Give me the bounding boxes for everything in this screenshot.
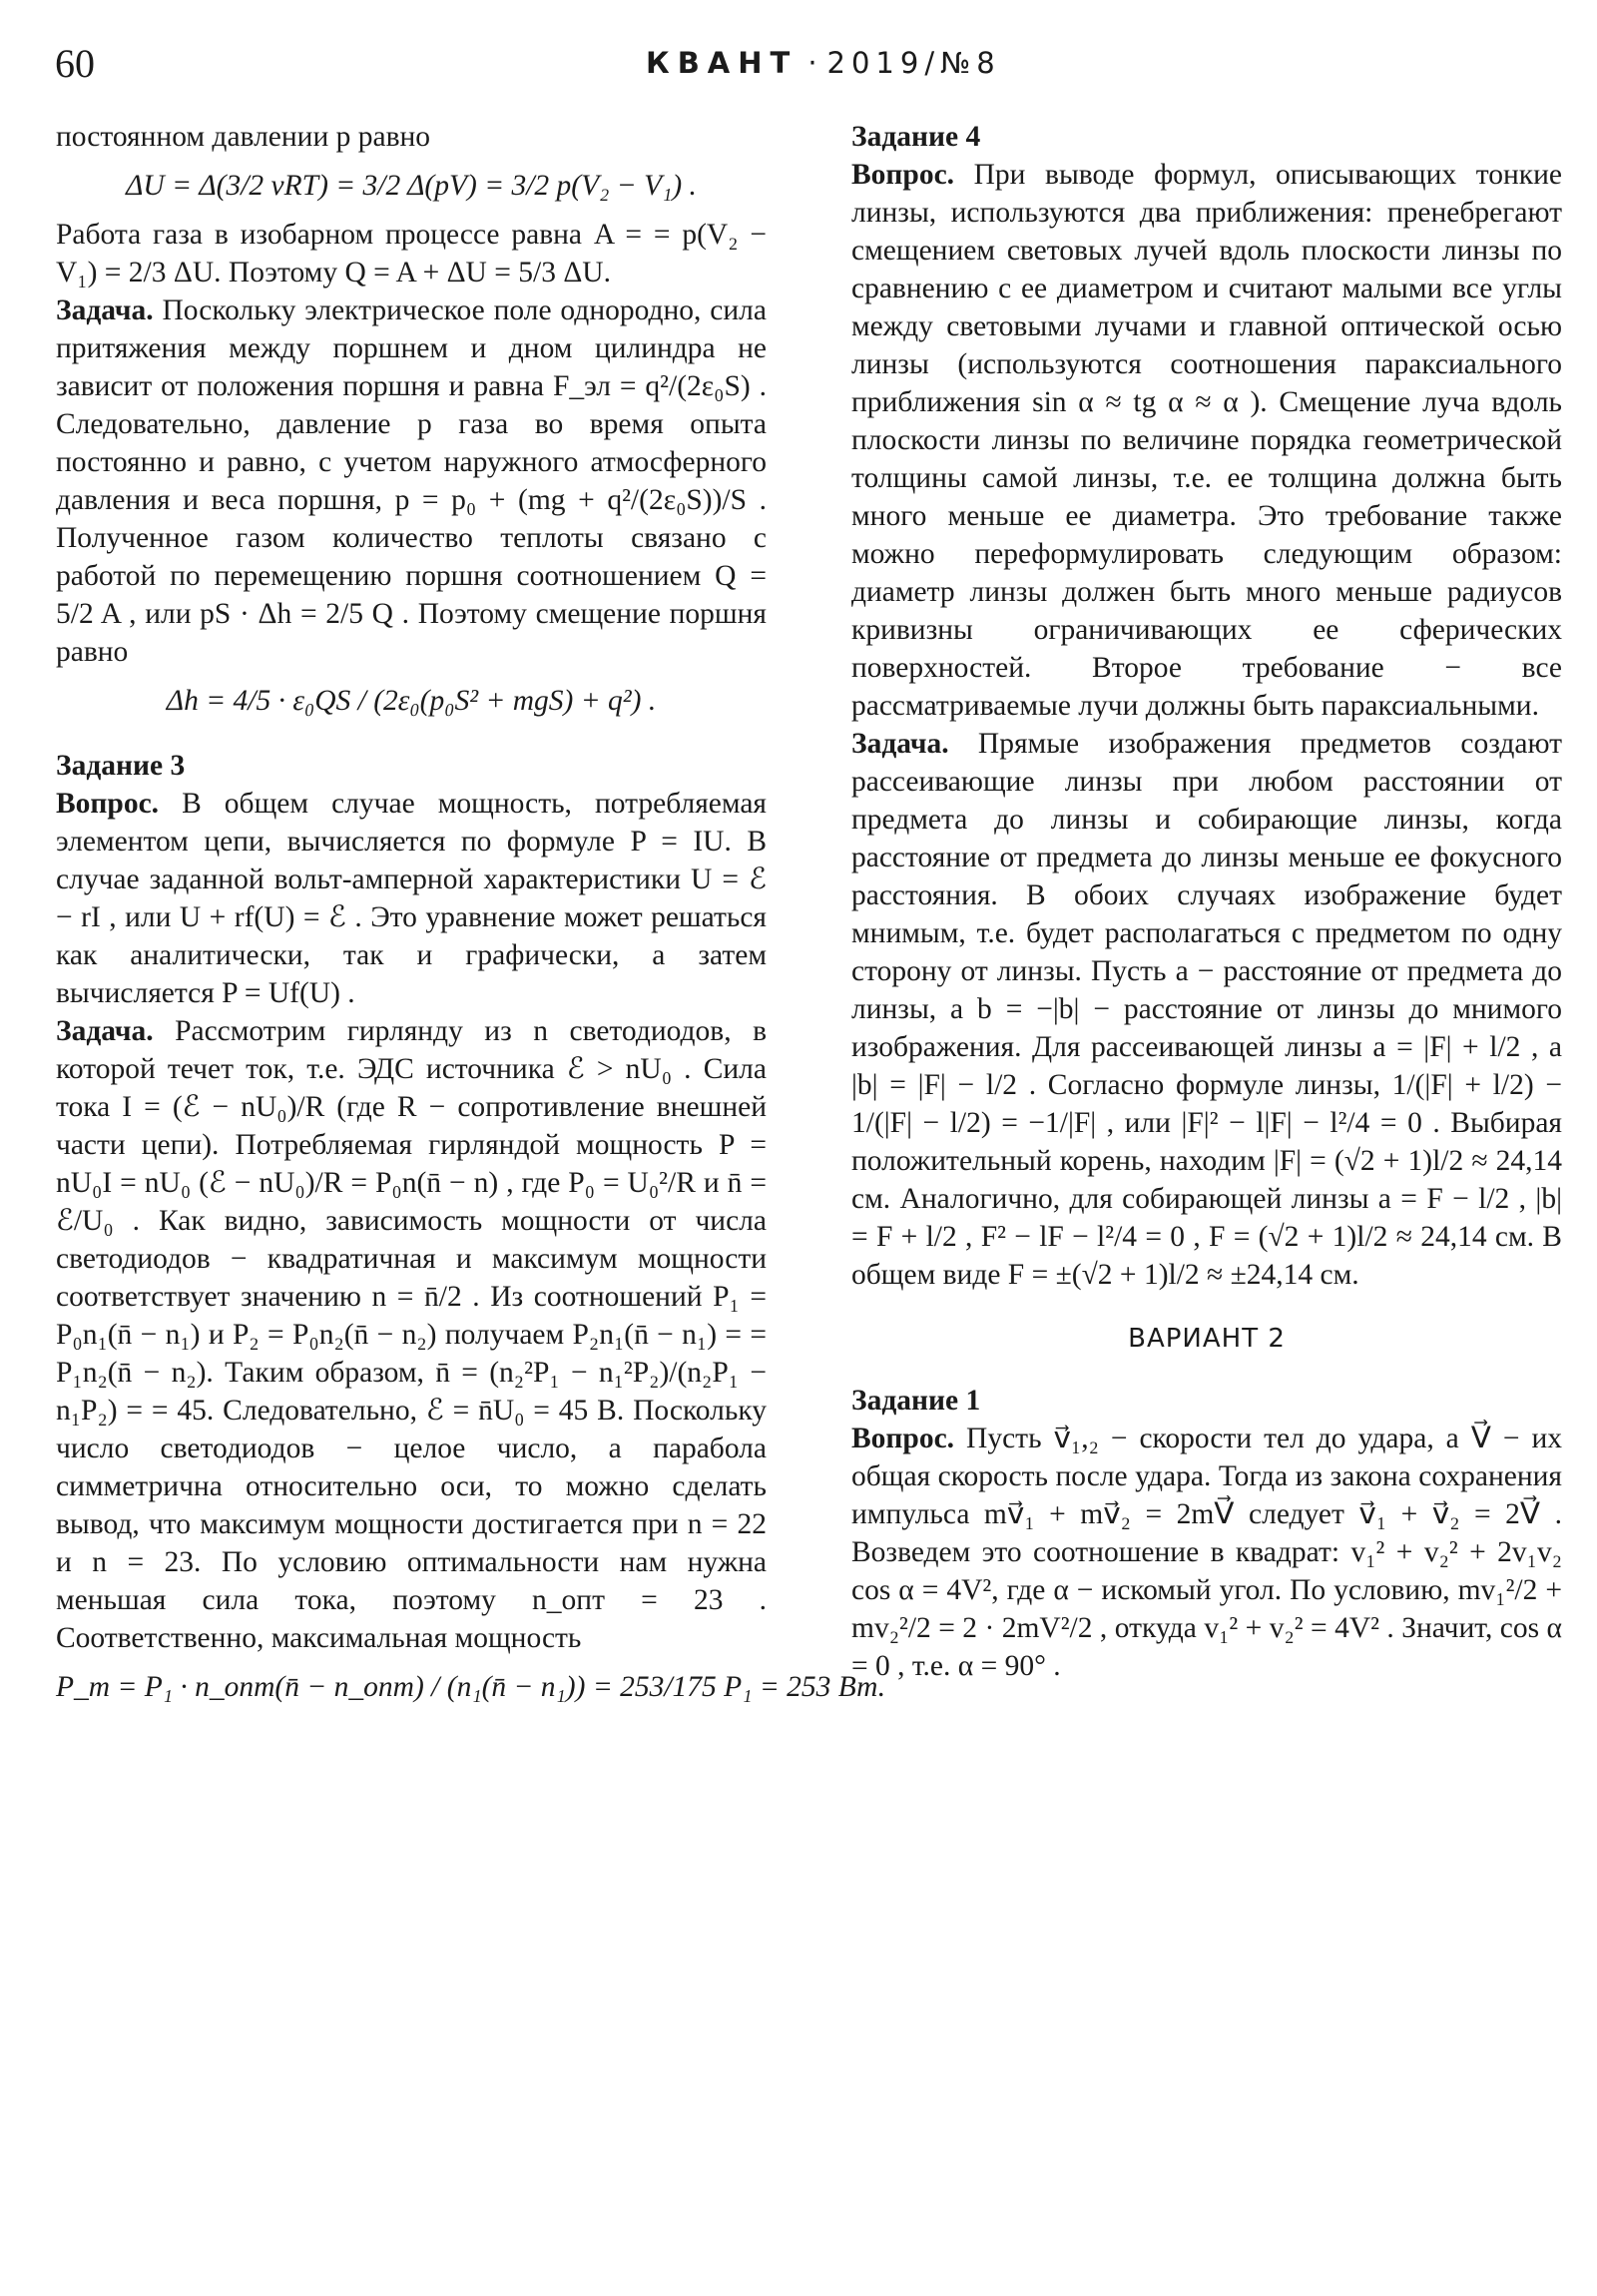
question-text: При выводе формул, описывающих тонкие линзы, используются два приближения: пренебрегают смещением световых лучей вдоль плоскости линзы по сравнению с ее диаметром и считают малыми все углы между световыми лучами и главной оптической осью линзы (используются соотношения параксиального приближения sin α ≈ tg α ≈ α ). Смещение луча вдоль плоскости линзы по величине порядка геометрической толщины самой линзы, т.е. ее толщина должна быть много меньше ее диаметра. Это требование также можно переформулировать следующим образом: диаметр линзы должен быть много меньше радиусов кривизны ограничивающих ее сферических поверхностей. Второе требование − все рассматриваемые лучи должны быть параксиальными.: [851, 159, 1562, 722]
formula-max-power: P_m = P₁ · n_опт(n̄ − n_опт) / (n₁(n̄ − n₁)) = 253/175 P₁ = 253 Вт.: [56, 1671, 886, 1703]
task-text: Прямые изображения предметов создают рассеивающие линзы при любом расстоянии от предмета до линзы и собирающие линзы, когда расстояние от предмета до линзы меньше ее фокусного расстояния. В обоих случаях изображение будет мнимым, т.е. будет располагаться с предметом по одну сторону от линзы. Пусть a − расстояние от предмета до линзы, а b = −|b| − расстояние от линзы до мнимого изображения. Для рассеивающей линзы a = |F| + l/2 , а |b| = |F| − l/2 . Согласно формуле линзы, 1/(|F| + l/2) − 1/(|F| − l/2) = −1/|F| , или |F|² − l|F| − l²/4 = 0 . Выбирая положительный корень, находим |F| = (√2 + 1)l/2 ≈ 24,14 см. Аналогично, для собирающей линзы a = F − l/2 , |b| = F + l/2 , F² − lF − l²/4 = 0 , F = (√2 + 1)l/2 ≈ 24,14 см. В общем виде F = ±(√2 + 1)l/2 ≈ ±24,14 см.: [851, 728, 1562, 1291]
text-line: постоянном давлении p равно: [56, 121, 431, 153]
paragraph-work: Работа газа в изобарном процессе равна A = = p(V₂ − V₁) = 2/3 ΔU. Поэтому Q = A + ΔU = 5/3 ΔU.: [56, 219, 767, 288]
task-text: Рассмотрим гирлянду из n светодиодов, в которой течет ток, т.е. ЭДС источника ℰ > nU₀ . Сила тока I = (ℰ − nU₀)/R (где R − сопротивление внешней части цепи). Потребляемая гирляндой мощность P = nU₀I = nU₀ (ℰ − nU₀)/R = P₀n(n̄ − n) , где P₀ = U₀²/R и n̄ = ℰ/U₀ . Как видно, зависимость мощности от числа светодиодов − квадратичная и максимум мощности соответствует значению n = n̄/2 . Из соотношений P₁ = P₀n₁(n̄ − n₁) и P₂ = P₀n₂(n̄ − n₂) получаем P₂n₁(n̄ − n₁) = = P₁n₂(n̄ − n₂). Таким образом, n̄ = (n₂²P₁ − n₁²P₂)/(n₂P₁ − n₁P₂) = = 45. Следовательно, ℰ = n̄U₀ = 45 В. Поскольку число светодиодов − целое число, а парабола симметрична относительно оси, то можно сделать вывод, что максимум мощности достигается при n = 22 и n = 23. По условию оптимальности нам нужна меньшая сила тока, поэтому n_опт = 23 . Соответственно, максимальная мощность: [56, 1015, 767, 1654]
section-heading-1: Задание 1: [851, 1385, 981, 1417]
right-column: [851, 118, 1562, 1685]
question-label: Вопрос.: [56, 788, 160, 820]
header-separator: ·: [807, 46, 817, 80]
page-header: [0, 0, 1597, 110]
task-3-solution: [56, 1012, 767, 1657]
section-heading-3: Задание 3: [56, 750, 186, 782]
question-text: Пусть v⃗₁,₂ − скорости тел до удара, а V⃗ − их общая скорость после удара. Тогда из закона сохранения импульса mv⃗₁ + mv⃗₂ = 2mV⃗ следует v⃗₁ + v⃗₂ = 2V⃗ . Возведем это соотношение в квадрат: v₁² + v₂² + 2v₁v₂ cos α = 4V², где α − искомый угол. По условию, mv₁²/2 + mv₂²/2 = 2 · 2mV²/2 , откуда v₁² + v₂² = 4V² . Значит, cos α = 0 , т.е. α = 90° .: [851, 1423, 1562, 1682]
section-heading-4: Задание 4: [851, 121, 981, 153]
question-label: Вопрос.: [851, 1423, 955, 1454]
question-text: В общем случае мощность, потребляемая элементом цепи, вычисляется по формуле P = IU. В случае заданной вольт-амперной характеристики U = ℰ − rI , или U + rf(U) = ℰ . Это уравнение может решаться как аналитически, так и графически, а затем вычисляется P = Uf(U) .: [56, 788, 767, 1009]
task-label: Задача.: [56, 294, 154, 326]
task-label: Задача.: [851, 728, 949, 760]
left-column: [56, 118, 886, 1717]
task-text: Поскольку электрическое поле однородно, сила притяжения между поршнем и дном цилиндра не зависит от положения поршня и равна F_эл = q²/(2ε₀S) . Следовательно, давление p газа во время опыта постоянно и равно, с учетом наружного атмосферного давления и веса поршня, p = p₀ + (mg + q²/(2ε₀S))/S . Полученное газом количество теплоты связано с работой по перемещению поршня соотношением Q = 5/2 A , или pS · Δh = 2/5 Q . Поэтому смещение поршня равно: [56, 294, 767, 668]
question-1: [851, 1420, 1562, 1685]
variant-heading: ВАРИАНТ 2: [1128, 1324, 1286, 1354]
issue-number: 2019/№8: [826, 46, 1001, 80]
task-label: Задача.: [56, 1015, 154, 1047]
question-4: [851, 156, 1562, 725]
formula-piston-shift: Δh = 4/5 · ε₀QS / (2ε₀(p₀S² + mgS) + q²) .: [166, 685, 657, 717]
magazine-title: КВАНТ: [646, 46, 798, 80]
task-2-solution: [56, 291, 767, 671]
question-3: [56, 785, 767, 1012]
formula-internal-energy: ΔU = Δ(3/2 νRT) = 3/2 Δ(pV) = 3/2 p(V₂ − V₁) .: [126, 170, 697, 202]
task-4-solution: [851, 725, 1562, 1294]
question-label: Вопрос.: [851, 159, 955, 191]
running-head: [646, 46, 1001, 80]
page-number: 60: [55, 41, 95, 86]
